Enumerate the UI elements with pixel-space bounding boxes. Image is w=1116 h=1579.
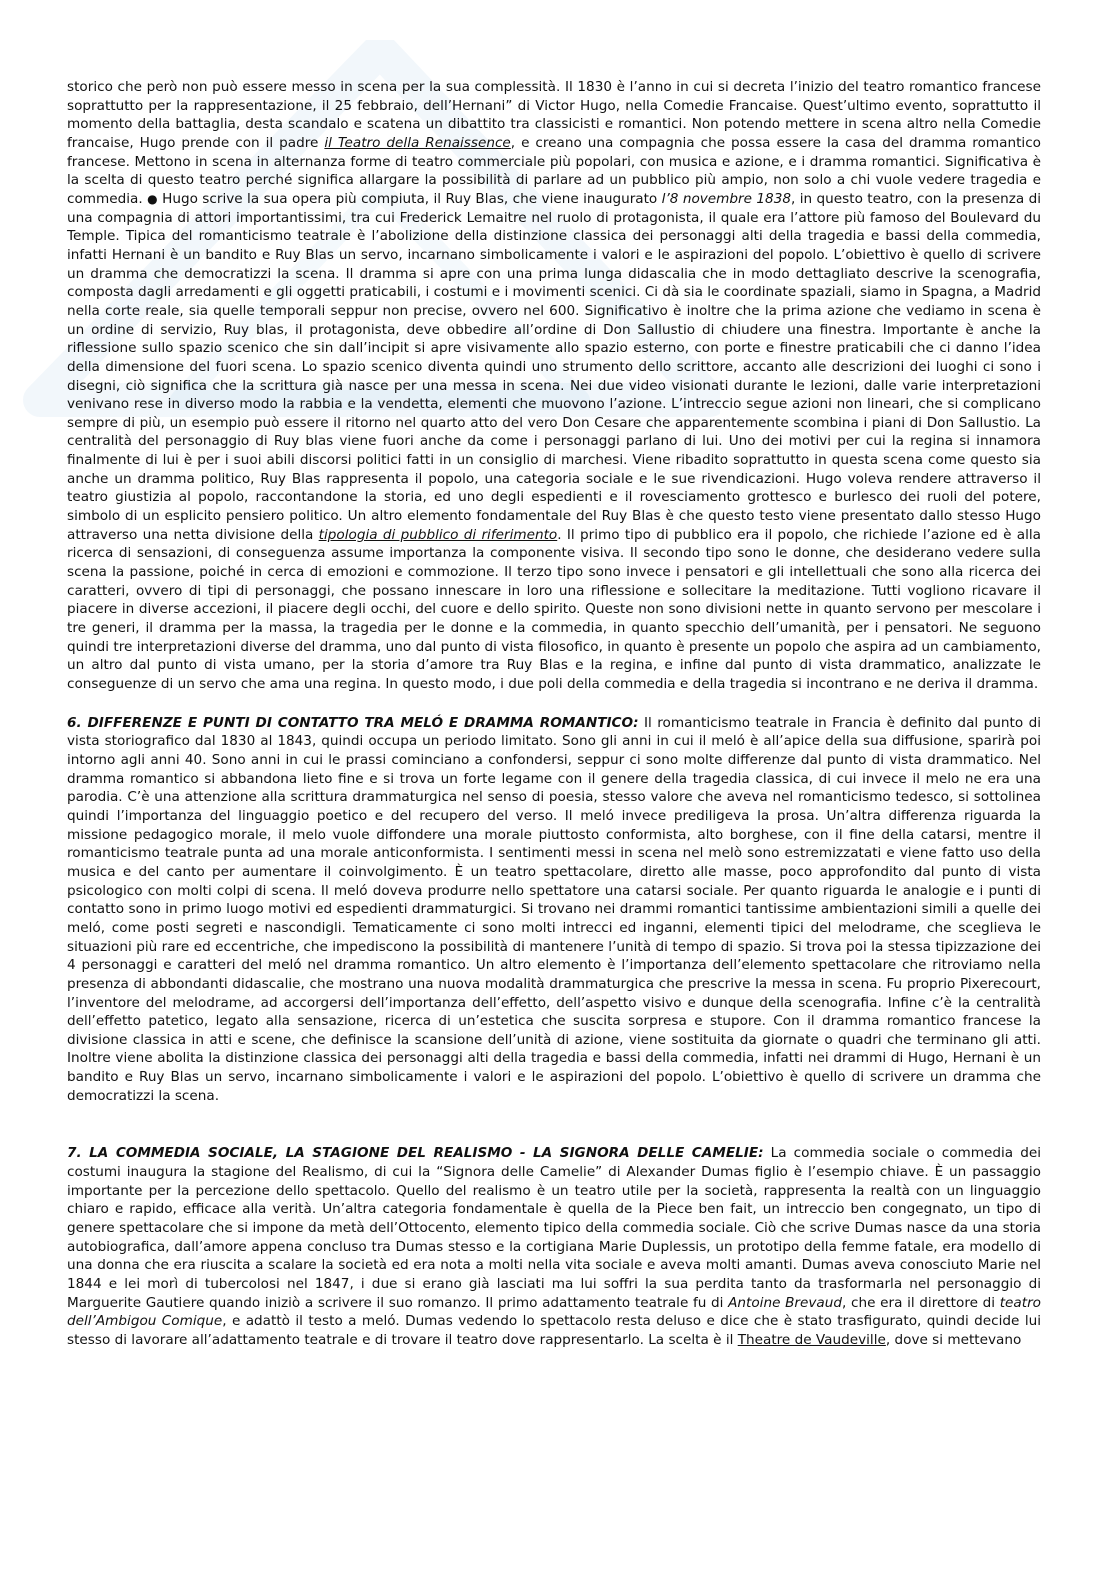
antoine-brevaud-italic: Antoine Brevaud: [728, 1294, 843, 1311]
teatro-renaissence-link[interactable]: il Teatro della Renaissence: [324, 134, 511, 151]
paragraph-ruy-blas: storico che però non può essere messo in scena per la sua complessità. Il 1830 è l’anno in cui si decreta l’inizio del teatro romantico francese soprattutto per la rappresentazione, il 25 febbraio, dell’Hernani” di Victor Hugo, nella Comedie Francaise. Quest’ultimo evento, soprattutto il momento della battaglia, desta scandalo e scatena un dibattito tra classicisti e romantici. Non potendo mettere in scena altro nella Comedie francaise, Hugo prende con il padre il Teatro della Renaissence, e creano una compagnia che possa essere la casa del dramma romantico francese. Mettono in scena in alternanza forme di teatro commerciale più popolari, con musica e azione, e i dramma romantici. Significativa è la scelta di questo teatro perché significa allargare la possibilità di parlare ad un pubblico più ampio, non solo a chi vuole vedere tragedia e commedia. ● Hugo scrive la sua opera più compiuta, il Ruy Blas, che viene inaugurato l’8 novembre 1838, in questo teatro, con la presenza di una compagnia di attori importantissimi, tra cui Frederick Lemaitre nel ruolo di protagonista, il quale era l’attore più famoso del Boulevard du Temple. Tipica del romanticismo teatrale è l’abolizione della distinzione classica dei personaggi alti della tragedia e bassi della commedia, infatti Hernani è un bandito e Ruy Blas un servo, incarnano simbolicamente i valori e le aspirazioni del popolo. L’obiettivo è quello di scrivere un dramma che democratizzi la scena. Il dramma si apre con una prima lunga didascalia che in modo dettagliato descrive la scenografia, composta dagli arredamenti e gli oggetti praticabili, i costumi e i movimenti scenici. Ci dà sia le coordinate spaziali, siamo in Spagna, a Madrid nella corte reale, sia quelle temporali seppur non precise, ovvero nel 600. Significativo è inoltre che la prima azione che vediamo in scena è un ordine di servizio, Ruy blas, il protagonista, deve obbedire all’ordine di Don Sallustio di chiudere una finestra. Importante è anche la riflessione sullo spazio scenico che sin dall’incipit si apre visivamente allo spazio esterno, con porte e finestre praticabili che ci danno l’idea della dimensione del fuori scena. Lo spazio scenico diventa quindi uno strumento dello scrittore, accanto alle descrizioni dei luoghi ci sono i disegni, ciò significa che la scrittura già nasce per una messa in scena. Nei due video visionati durante le lezioni, dalle varie interpretazioni venivano rese in diverso modo la rabbia e la vendetta, elementi che muovono l’azione. L’intreccio segue azioni non lineari, che si complicano sempre di più, un esempio può essere il ritorno nel quarto atto del vero Don Cesare che apparentemente scombina i piani di Don Sallustio. La centralità del personaggio di Ruy blas viene fuori anche da come i personaggi parlano di lui. Uno dei motivi per cui la regina si innamora finalmente di lui è per i suoi abili discorsi politici fatti in un consiglio di marchesi. Viene ribadito soprattutto in questa scena come questo sia anche un dramma politico, Ruy Blas rappresenta il popolo, una categoria sociale e le sue rivendicazioni. Hugo voleva rendere attraverso il teatro giustizia al popolo, raccontandone la storia, ed uno degli espedienti e il rovesciamento grottesco e burlesco dei ruoli del potere, simbolo di un esplicito pensiero politico. Un altro elemento fondamentale del Ruy Blas è che questo testo viene presentato dallo stesso Hugo attraverso una netta divisione della tipologia di pubblico di riferimento. Il primo tipo di pubblico era il popolo, che richiede l’azione ed è alla ricerca di sensazioni, di conseguenza assume importanza la componente visiva. Il secondo tipo sono le donne, che desiderano vedere sulla scena la passione, poiché in cerca di emozioni e commozione. Il terzo tipo sono invece i pensatori e gli intellettuali che sono alla ricerca dei caratteri, ovvero di tipi di personaggi, che possano innescare in loro una riflessione e sollecitare la meditazione. Tutti vogliono ricavare il piacere in diverse accezioni, il piacere degli occhi, del cuore e dello spirito. Queste non sono divisioni nette in quanto servono per mescolare i tre generi, il dramma per la massa, la tragedia per le donne e la commedia, in quanto specchio dell’umanità, per i pensatori. Ne seguono quindi tre interpretazioni diverse del dramma, uno dal punto di vista filosofico, in quanto è presente un popolo che aspira ad un cambiamento, un altro dal punto di vista umano, per la storia d’amore tra Ruy Blas e la regina, e infine dal punto di vista drammatico, analizzate le conseguenze di un servo che ama una regina. In questo modo, i due poli della commedia e della tragedia si incontrano e ne deriva il dramma.: [67, 79, 1041, 692]
date-italic: l’8 novembre 1838: [661, 190, 792, 207]
theatre-vaudeville-link[interactable]: Theatre de Vaudeville: [737, 1332, 886, 1348]
paragraph-section-7: 7. LA COMMEDIA SOCIALE, LA STAGIONE DEL REALISMO - LA SIGNORA DELLE CAMELIE: La commedia sociale o commedia dei costumi inaugura la stagione del Realismo, di cui la “Signora delle Camelie” di Alexander Dumas figlio è l’esempio chiave. È un passaggio importante per la percezione dello spettacolo. Quello del realismo è un teatro utile per la società, rappresenta la realtà con un linguaggio chiaro e rapido, efficace alla verità. Un’altra categoria fondamentale è quella de la Piece ben fait, un intreccio ben congegnato, un tipo di genere spettacolare che si impone da metà dell’Ottocento, elemento tipico della commedia sociale. Ciò che scrive Dumas nasce da una storia autobiografica, dall’amore appena concluso tra Dumas stesso e la cortigiana Marie Duplessis, un prototipo della femme fatale, era modello di una donna che era riuscita a scalare la società ed era nota a molti nella vita sociale e aveva molti amanti. Dumas aveva conosciuto Marie nel 1844 e lei morì di tubercolosi nel 1847, i due si erano già lasciati ma lui soffri la sua perdita tanto da trasformarla nel personaggio di Marguerite Gautiere quando iniziò a scrivere il suo romanzo. Il primo adattamento teatrale fu di Antoine Brevaud, che era il direttore di teatro dell’Ambigou Comique, e adattò il testo a meló. Dumas vedendo lo spettacolo resta deluso e dice che è stato trasfigurato, quindi decide lui stesso di lavorare all’adattamento teatrale e di trovare il teatro dove rappresentarlo. La scelta è il Theatre de Vaudeville, dove si mettevano: [67, 1145, 1041, 1348]
teatro-ambigou-italic: teatro dell’Ambigou Comique: [67, 1294, 1041, 1330]
document-body: [67, 78, 1041, 1350]
bullet-icon: ●: [147, 191, 158, 206]
paragraph-section-6: 6. DIFFERENZE E PUNTI DI CONTATTO TRA MELÓ E DRAMMA ROMANTICO: Il romanticismo teatrale in Francia è definito dal punto di vista storiografico dal 1830 al 1843, quindi occupa un periodo limitato. Sono gli anni in cui il meló è all’apice della sua diffusione, sparirà poi intorno agli anni 40. Sono anni in cui le prassi cominciano a confondersi, seppur ci sono molte differenze dal punto di vista drammatico. Nel dramma romantico si abbandona lieto fine e si trova un forte legame con il genere della tragedia classica, di cui invece il melo ne era una parodia. C’è una attenzione alla scrittura drammaturgica nel senso di poesia, stesso valore che aveva nel romanticismo tedesco, si sottolinea quindi l’importanza del linguaggio poetico e del recupero del verso. Il meló invece prediligeva la prosa. Un’altra differenza riguarda la missione pedagogico morale, il melo vuole diffondere una morale piuttosto conformista, alto borghese, con il fine della catarsi, mentre il romanticismo teatrale punta ad una morale anticonformista. I sentimenti messi in scena nel melò sono estremizzatati e viene fatto uso della musica e del canto per aumentare il coinvolgimento. È un teatro spettacolare, diretto alle masse, poco approfondito dal punto di vista psicologico con molti colpi di scena. Il meló doveva produrre nello spettatore una catarsi sociale. Per quanto riguarda le analogie e i punti di contatto sono in primo luogo motivi ed espedienti drammaturgici. Si trovano nei drammi romantici tantissime ambientazioni simili a quelle dei meló, come posti segreti e nascondigli. Tematicamente ci sono molti intrecci ed inganni, elementi tipici del melodrame, che sceglieva le situazioni più rare ed eccentriche, che impediscono la possibilità di mantenere l’unità di tempo di spazio. Si trova poi la stessa tipizzazione dei 4 personaggi e caratteri del meló nel dramma romantico. Un altro elemento è l’importanza dell’elemento spettacolare che ritroviamo nella presenza di abbondanti didascalie, che mostrano una nuova modalità drammaturgica che prescrive la messa in scena. Fu proprio Pixerecourt, l’inventore del melodrame, ad accorgersi dell’importanza dell’effetto, dell’aspetto visivo e dunque della scenografia. Infine c’è la centralità dell’effetto patetico, legato alla sensazione, ricerca di un’estetica che suscita sorpresa e stupore. Con il dramma romantico francese la divisione classica in atti e scene, che definisce la scansione dell’unità di azione, viene sostituita da giornate o quadri che terminano gli atti. Inoltre viene abolita la distinzione classica dei personaggi alti della tragedia e bassi della commedia, infatti nei drammi di Hugo, Hernani è un bandito e Ruy Blas un servo, incarnano simbolicamente i valori e le aspirazioni del popolo. L’obiettivo è quello di scrivere un dramma che democratizzi la scena.: [67, 714, 1041, 1104]
section-6-heading: 6. DIFFERENZE E PUNTI DI CONTATTO TRA MELÓ E DRAMMA ROMANTICO:: [67, 714, 639, 731]
tipologia-pubblico-link[interactable]: tipologia di pubblico di riferimento: [318, 526, 558, 543]
section-7-heading: 7. LA COMMEDIA SOCIALE, LA STAGIONE DEL REALISMO - LA SIGNORA DELLE CAMELIE:: [67, 1145, 764, 1162]
